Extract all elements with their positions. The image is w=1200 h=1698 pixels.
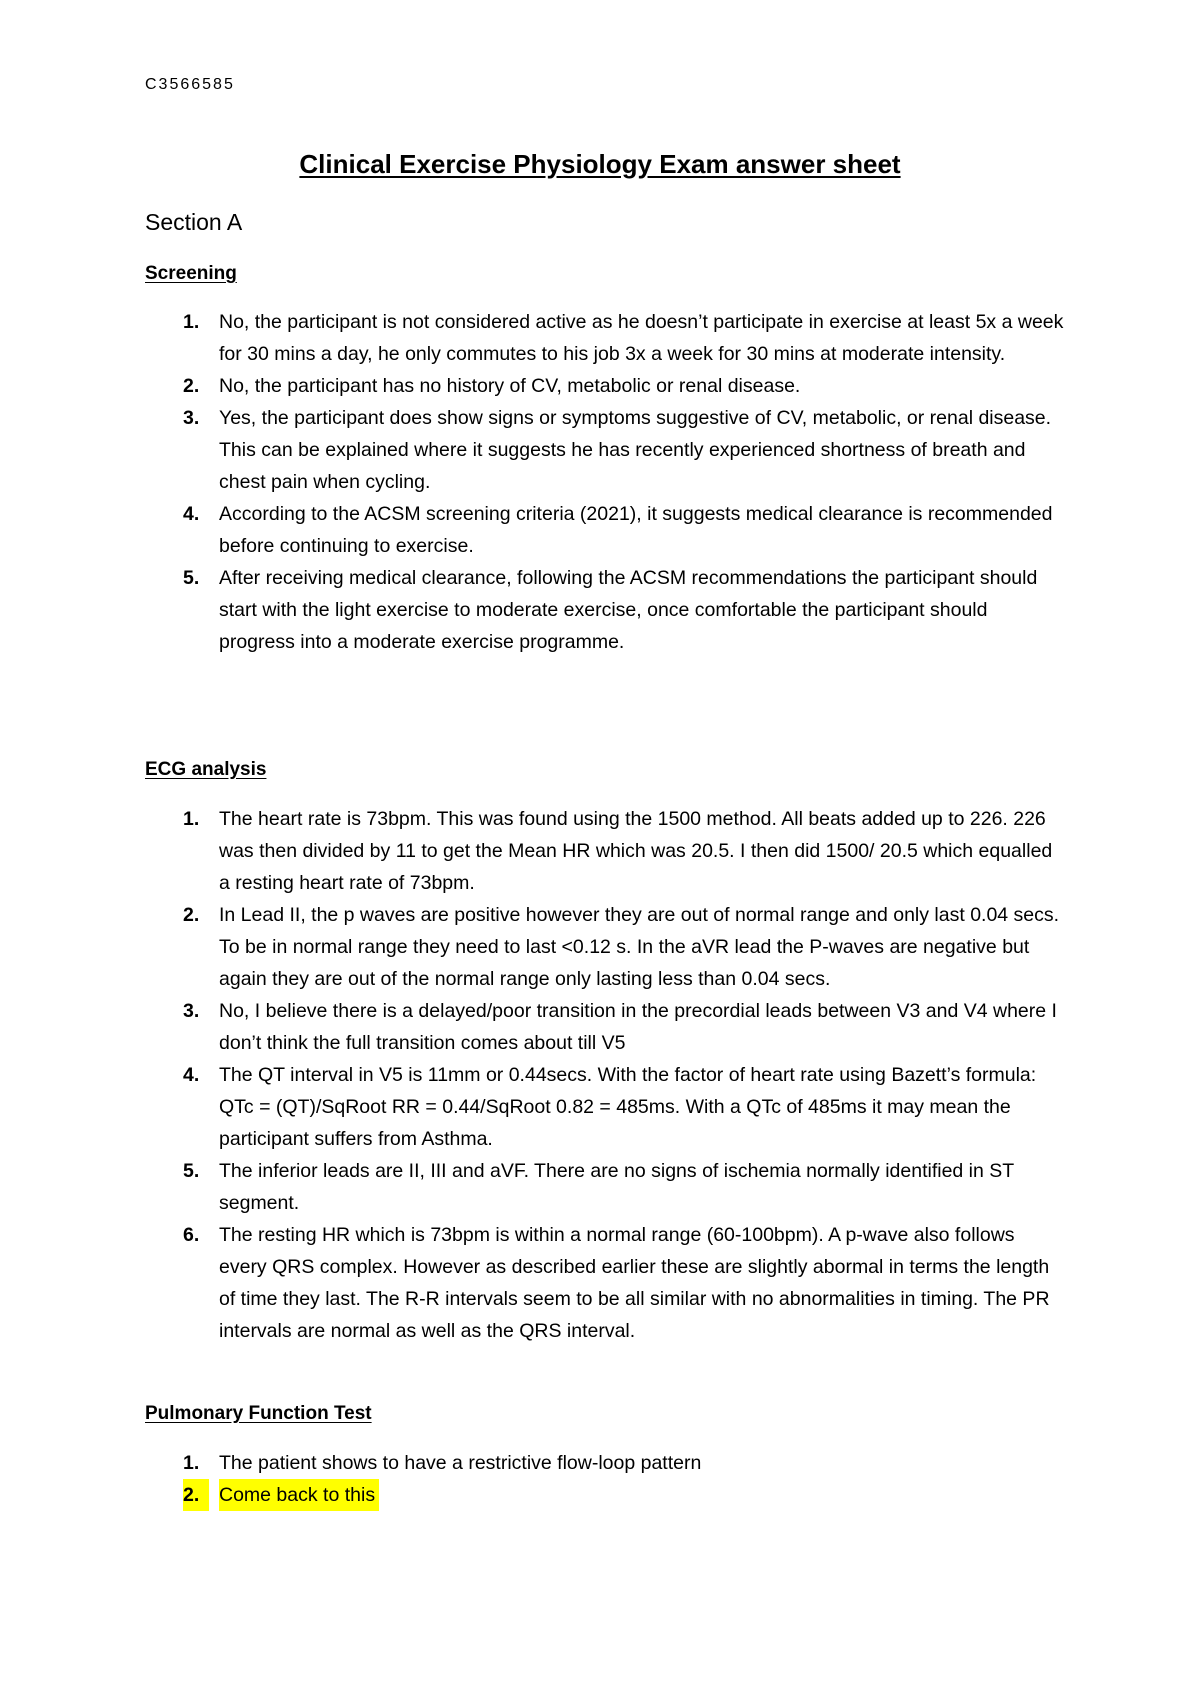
item-text: According to the ACSM screening criteria (2021), it suggests medical clearance is recommended before continuing to exercise.: [219, 503, 1053, 557]
item-text: After receiving medical clearance, following the ACSM recommendations the participant should start with the light exercise to moderate exercise, once comfortable the participant should progress into a moderate exercise programme.: [219, 567, 1038, 653]
item-number: 3.: [183, 407, 200, 429]
pft-heading: Pulmonary Function Test: [145, 1403, 372, 1424]
list-item: [145, 1155, 1065, 1219]
list-item: [145, 1059, 1065, 1155]
item-text: In Lead II, the p waves are positive however they are out of normal range and only last 0.04 secs. To be in normal range they need to last <0.12 s. In the aVR lead the P-waves are negative but again they are out of the normal range only lasting less than 0.04 secs.: [219, 904, 1060, 990]
student-id: C3566585: [145, 76, 235, 93]
item-text: The QT interval in V5 is 11mm or 0.44secs. With the factor of heart rate using Bazett’s formula: QTc = (QT)/SqRoot RR = 0.44/SqRoot 0.82 = 485ms. With a QTc of 485ms it may mean the participant suffers from Asthma.: [219, 1064, 1037, 1150]
screening-list: [145, 306, 1065, 658]
list-item-highlighted: [145, 1479, 1065, 1511]
item-number: 6.: [183, 1224, 200, 1246]
item-number: 5.: [183, 567, 200, 589]
list-item: [145, 995, 1065, 1059]
list-item: [145, 899, 1065, 995]
document-title: Clinical Exercise Physiology Exam answer sheet: [299, 149, 901, 179]
ecg-list: [145, 803, 1065, 1347]
item-number: 1.: [183, 311, 200, 333]
item-text: The inferior leads are II, III and aVF. There are no signs of ischemia normally identified in ST segment.: [219, 1160, 1014, 1214]
item-number: 2.: [183, 375, 200, 397]
list-item: [145, 803, 1065, 899]
list-item: [145, 370, 1065, 402]
item-number: 4.: [183, 1064, 200, 1086]
item-number: 2.: [183, 1479, 209, 1511]
item-number: 1.: [183, 1452, 200, 1474]
item-number: 1.: [183, 808, 200, 830]
section-heading: Section A: [145, 209, 243, 235]
list-item: [145, 498, 1065, 562]
item-number: 2.: [183, 904, 200, 926]
item-text: No, the participant has no history of CV, metabolic or renal disease.: [219, 375, 801, 397]
highlighted-text: Come back to this: [219, 1479, 379, 1511]
screening-heading: Screening: [145, 263, 237, 284]
item-text: No, I believe there is a delayed/poor transition in the precordial leads between V3 and V4 where I don’t think the full transition comes about till V5: [219, 1000, 1057, 1054]
list-item: [145, 562, 1065, 658]
item-number: 3.: [183, 1000, 200, 1022]
list-item: [145, 1447, 1065, 1479]
item-text: The heart rate is 73bpm. This was found using the 1500 method. All beats added up to 226. 226 was then divided by 11 to get the Mean HR which was 20.5. I then did 1500/ 20.5 which equalled a resting heart rate of 73bpm.: [219, 808, 1053, 894]
item-text: No, the participant is not considered active as he doesn’t participate in exercise at least 5x a week for 30 mins a day, he only commutes to his job 3x a week for 30 mins at moderate intensity.: [219, 311, 1064, 365]
item-text: The patient shows to have a restrictive flow-loop pattern: [219, 1452, 702, 1474]
item-number: 5.: [183, 1160, 200, 1182]
item-text: The resting HR which is 73bpm is within a normal range (60-100bpm). A p-wave also follows every QRS complex. However as described earlier these are slightly abormal in terms the length of time they last. The R-R intervals seem to be all similar with no abnormalities in timing. The PR intervals are normal as well as the QRS interval.: [219, 1224, 1050, 1342]
list-item: [145, 306, 1065, 370]
list-item: [145, 402, 1065, 498]
item-text: Yes, the participant does show signs or symptoms suggestive of CV, metabolic, or renal disease. This can be explained where it suggests he has recently experienced shortness of breath and chest pain when cycling.: [219, 407, 1052, 493]
pft-list: [145, 1447, 1065, 1511]
list-item: [145, 1219, 1065, 1347]
item-number: 4.: [183, 503, 200, 525]
ecg-heading: ECG analysis: [145, 759, 267, 780]
